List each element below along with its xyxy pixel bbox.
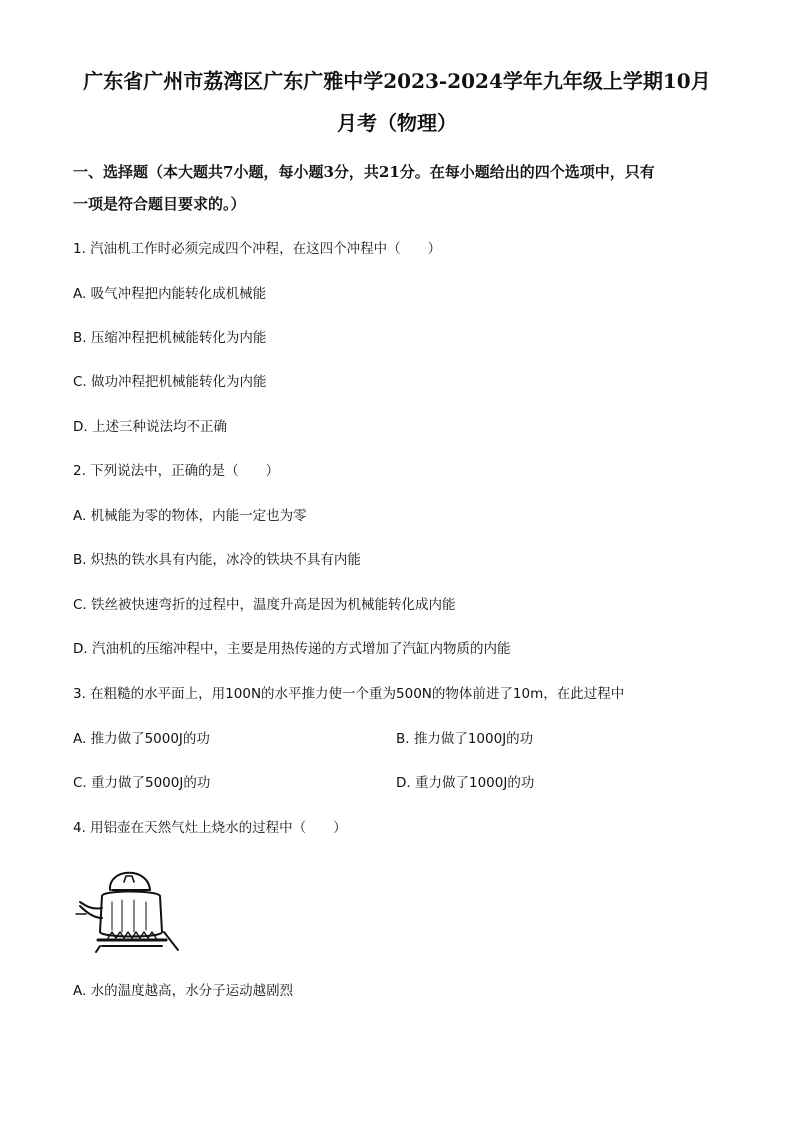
question-2-option-a: A. 机械能为零的物体，内能一定也为零 <box>73 508 307 524</box>
question-1-option-d: D. 上述三种说法均不正确 <box>73 419 227 435</box>
exam-title-line-2: 月考（物理） <box>337 111 457 135</box>
question-1-option-a: A. 吸气冲程把内能转化成机械能 <box>73 286 267 302</box>
question-4-option-a: A. 水的温度越高，水分子运动越剧烈 <box>73 983 294 999</box>
exam-title-line-1: 广东省广州市荔湾区广东广雅中学2023-2024学年九年级上学期10月 <box>83 69 711 93</box>
question-3-option-a: A. 推力做了5000J的功 <box>73 731 210 747</box>
question-2-option-d: D. 汽油机的压缩冲程中，主要是用热传递的方式增加了汽缸内物质的内能 <box>73 641 511 657</box>
section-heading-line-1: 一、选择题（本大题共7小题，每小题3分，共21分。在每小题给出的四个选项中，只有 <box>73 163 655 181</box>
question-3-option-c: C. 重力做了5000J的功 <box>73 775 211 791</box>
question-2-option-c: C. 铁丝被快速弯折的过程中，温度升高是因为机械能转化成内能 <box>73 597 456 613</box>
question-1-option-c: C. 做功冲程把机械能转化为内能 <box>73 374 267 390</box>
section-heading-line-2: 一项是符合题目要求的。） <box>73 195 246 213</box>
question-4-stem: 4. 用铝壶在天然气灶上烧水的过程中（ ） <box>73 820 347 836</box>
question-3-option-b: B. 推力做了1000J的功 <box>396 731 534 747</box>
question-2-option-b: B. 炽热的铁水具有内能，冰冷的铁块不具有内能 <box>73 552 361 568</box>
kettle-on-stove-figure <box>72 862 184 954</box>
question-2-stem: 2. 下列说法中，正确的是（ ） <box>73 463 280 479</box>
question-1-option-b: B. 压缩冲程把机械能转化为内能 <box>73 330 267 346</box>
kettle-body <box>100 892 162 937</box>
question-1-stem: 1. 汽油机工作时必须完成四个冲程，在这四个冲程中（ ） <box>73 241 442 257</box>
question-3-option-d: D. 重力做了1000J的功 <box>396 775 535 791</box>
question-3-stem: 3. 在粗糙的水平面上，用100N的水平推力使一个重为500N的物体前进了10m，在此过程中 <box>73 686 625 702</box>
